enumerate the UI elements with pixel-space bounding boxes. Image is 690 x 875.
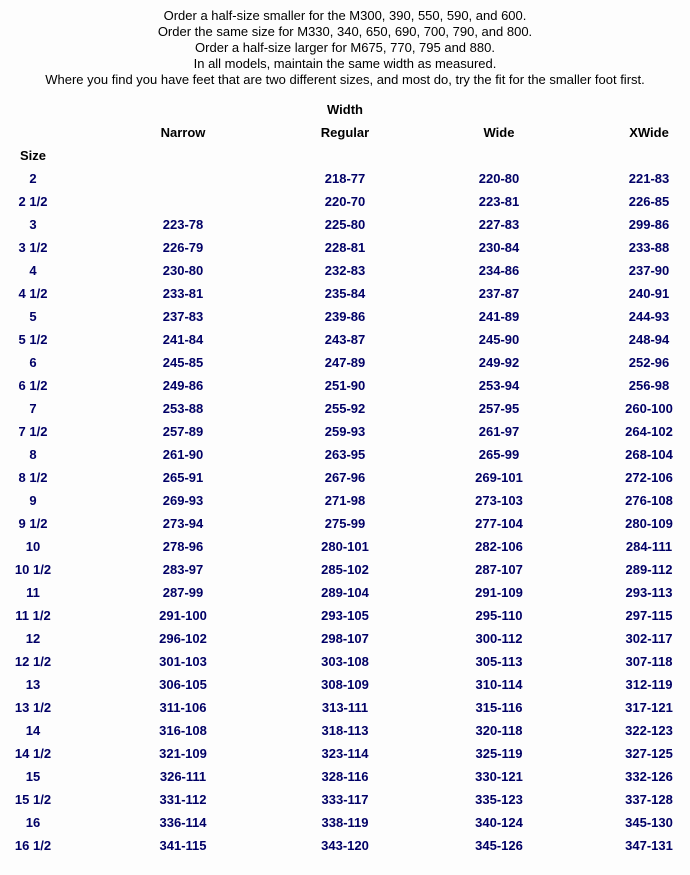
table-row [0, 604, 690, 627]
size-cell: 7 1/2 [18, 424, 48, 439]
size-cell: 15 1/2 [14, 792, 52, 807]
regular-value-cell: 239-86 [324, 309, 366, 324]
regular-value-cell: 298-107 [321, 631, 369, 646]
narrow-value-cell: 291-100 [159, 608, 207, 623]
size-cell: 11 [26, 585, 40, 600]
narrow-value-cell: 278-96 [162, 539, 204, 554]
narrow-value-cell: 301-103 [159, 654, 207, 669]
size-cell: 12 [25, 631, 41, 646]
wide-value-cell: 287-107 [475, 562, 523, 577]
narrow-value-cell [66, 190, 300, 213]
regular-value-cell: 338-119 [321, 815, 369, 830]
column-header-regular: Regular [320, 125, 370, 140]
xwide-value-cell: 256-98 [628, 378, 670, 393]
xwide-value-cell: 268-104 [625, 447, 673, 462]
narrow-value-cell: 237-83 [162, 309, 204, 324]
wide-value-cell: 237-87 [478, 286, 520, 301]
size-cell: 14 1/2 [14, 746, 52, 761]
wide-value-cell: 241-89 [478, 309, 520, 324]
size-cell: 8 [29, 447, 37, 462]
wide-value-cell: 291-109 [475, 585, 523, 600]
xwide-value-cell: 221-83 [628, 171, 670, 186]
regular-value-cell: 323-114 [321, 746, 369, 761]
instruction-line: Order a half-size smaller for the M300, 390, 550, 590, and 600. [163, 8, 527, 23]
instruction-line: Order a half-size larger for M675, 770, 795 and 880. [195, 40, 495, 55]
regular-value-cell: 271-98 [324, 493, 366, 508]
narrow-value-cell: 241-84 [162, 332, 204, 347]
table-row [0, 259, 690, 282]
size-cell: 4 1/2 [18, 286, 48, 301]
wide-value-cell: 340-124 [475, 815, 523, 830]
wide-value-cell: 249-92 [478, 355, 520, 370]
table-row [0, 420, 690, 443]
regular-value-cell: 275-99 [324, 516, 366, 531]
wide-value-cell: 295-110 [475, 608, 523, 623]
regular-value-cell: 255-92 [324, 401, 366, 416]
size-cell: 6 [29, 355, 37, 370]
size-cell: 6 1/2 [18, 378, 48, 393]
instruction-line: In all models, maintain the same width as measured. [193, 56, 497, 71]
narrow-value-cell: 230-80 [162, 263, 204, 278]
wide-value-cell: 330-121 [475, 769, 523, 784]
table-row [0, 558, 690, 581]
size-cell: 10 [25, 539, 41, 554]
narrow-value-cell: 283-97 [162, 562, 204, 577]
regular-value-cell: 251-90 [324, 378, 366, 393]
narrow-value-cell: 306-105 [159, 677, 207, 692]
table-row [0, 466, 690, 489]
instruction-line: Where you find you have feet that are two different sizes, and most do, try the fit for the smaller foot first. [45, 72, 645, 87]
size-cell: 2 1/2 [18, 194, 48, 209]
wide-value-cell: 261-97 [478, 424, 520, 439]
wide-value-cell: 315-116 [475, 700, 523, 715]
xwide-value-cell: 284-111 [625, 539, 673, 554]
narrow-value-cell: 233-81 [162, 286, 204, 301]
narrow-value-cell: 296-102 [159, 631, 207, 646]
table-row [0, 627, 690, 650]
xwide-value-cell: 327-125 [625, 746, 673, 761]
table-row [0, 834, 690, 857]
size-cell: 13 1/2 [14, 700, 52, 715]
narrow-value-cell: 321-109 [159, 746, 207, 761]
table-row [0, 512, 690, 535]
table-row [0, 305, 690, 328]
xwide-value-cell: 312-119 [625, 677, 673, 692]
regular-value-cell: 313-111 [321, 700, 369, 715]
narrow-value-cell [66, 167, 300, 190]
regular-value-cell: 343-120 [321, 838, 369, 853]
xwide-value-cell: 248-94 [628, 332, 670, 347]
narrow-value-cell: 287-99 [162, 585, 204, 600]
xwide-value-cell: 260-100 [625, 401, 673, 416]
regular-value-cell: 280-101 [321, 539, 369, 554]
xwide-value-cell: 244-93 [628, 309, 670, 324]
wide-value-cell: 335-123 [475, 792, 523, 807]
size-cell: 10 1/2 [14, 562, 52, 577]
regular-value-cell: 225-80 [324, 217, 366, 232]
size-table-body [0, 167, 690, 857]
size-cell: 12 1/2 [14, 654, 52, 669]
xwide-value-cell: 332-126 [625, 769, 673, 784]
regular-value-cell: 243-87 [324, 332, 366, 347]
regular-value-cell: 293-105 [321, 608, 369, 623]
size-cell: 9 [29, 493, 37, 508]
wide-value-cell: 320-118 [475, 723, 523, 738]
xwide-value-cell: 307-118 [625, 654, 673, 669]
xwide-value-cell: 233-88 [628, 240, 670, 255]
column-header-wide: Wide [483, 125, 515, 140]
regular-value-cell: 235-84 [324, 286, 366, 301]
wide-value-cell: 269-101 [475, 470, 523, 485]
size-cell: 15 [25, 769, 41, 784]
wide-value-cell: 257-95 [478, 401, 520, 416]
narrow-value-cell: 253-88 [162, 401, 204, 416]
table-row [0, 719, 690, 742]
narrow-value-cell: 265-91 [162, 470, 204, 485]
narrow-value-cell: 316-108 [159, 723, 207, 738]
xwide-value-cell: 240-91 [628, 286, 670, 301]
size-cell: 5 1/2 [18, 332, 48, 347]
regular-value-cell: 263-95 [324, 447, 366, 462]
wide-value-cell: 345-126 [475, 838, 523, 853]
regular-value-cell: 308-109 [321, 677, 369, 692]
xwide-value-cell: 276-108 [625, 493, 673, 508]
wide-value-cell: 282-106 [475, 539, 523, 554]
regular-value-cell: 318-113 [321, 723, 369, 738]
size-cell: 13 [25, 677, 41, 692]
wide-value-cell: 227-83 [478, 217, 520, 232]
size-cell: 8 1/2 [18, 470, 48, 485]
shoe-size-chart [0, 98, 690, 857]
table-row [0, 489, 690, 512]
wide-value-cell: 230-84 [478, 240, 520, 255]
xwide-value-cell: 345-130 [625, 815, 673, 830]
table-row [0, 696, 690, 719]
wide-value-cell: 277-104 [475, 516, 523, 531]
narrow-value-cell: 249-86 [162, 378, 204, 393]
table-row [0, 351, 690, 374]
narrow-value-cell: 223-78 [162, 217, 204, 232]
table-row [0, 328, 690, 351]
table-row [0, 190, 690, 213]
table-row [0, 282, 690, 305]
regular-value-cell: 285-102 [321, 562, 369, 577]
narrow-value-cell: 261-90 [162, 447, 204, 462]
regular-value-cell: 267-96 [324, 470, 366, 485]
xwide-value-cell: 237-90 [628, 263, 670, 278]
xwide-value-cell: 297-115 [625, 608, 673, 623]
instruction-line: Order the same size for M330, 340, 650, 690, 700, 790, and 800. [157, 24, 533, 39]
xwide-value-cell: 337-128 [625, 792, 673, 807]
narrow-value-cell: 331-112 [159, 792, 207, 807]
wide-value-cell: 234-86 [478, 263, 520, 278]
regular-value-cell: 289-104 [321, 585, 369, 600]
regular-value-cell: 328-116 [321, 769, 369, 784]
xwide-value-cell: 289-112 [625, 562, 673, 577]
column-header-xwide: XWide [629, 125, 669, 140]
regular-value-cell: 218-77 [324, 171, 366, 186]
table-row [0, 742, 690, 765]
narrow-value-cell: 311-106 [159, 700, 207, 715]
table-row [0, 374, 690, 397]
table-row [0, 167, 690, 190]
wide-value-cell: 273-103 [475, 493, 523, 508]
size-cell: 2 [29, 171, 37, 186]
size-cell: 16 [25, 815, 41, 830]
table-row [0, 811, 690, 834]
width-group-header: Width [327, 102, 363, 117]
size-cell: 4 [29, 263, 37, 278]
table-row [0, 397, 690, 420]
regular-value-cell: 220-70 [324, 194, 366, 209]
wide-value-cell: 245-90 [478, 332, 520, 347]
wide-value-cell: 300-112 [475, 631, 523, 646]
wide-value-cell: 305-113 [475, 654, 523, 669]
xwide-value-cell: 252-96 [628, 355, 670, 370]
wide-value-cell: 310-114 [475, 677, 523, 692]
xwide-value-cell: 322-123 [625, 723, 673, 738]
regular-value-cell: 259-93 [324, 424, 366, 439]
table-row [0, 236, 690, 259]
size-cell: 14 [25, 723, 41, 738]
column-header-narrow: Narrow [160, 125, 206, 140]
wide-value-cell: 220-80 [478, 171, 520, 186]
wide-value-cell: 253-94 [478, 378, 520, 393]
table-row [0, 788, 690, 811]
wide-value-cell: 265-99 [478, 447, 520, 462]
size-cell: 5 [29, 309, 37, 324]
column-header-row [0, 121, 690, 144]
table-row [0, 213, 690, 236]
table-row [0, 535, 690, 558]
width-group-header-row [0, 98, 690, 121]
size-cell: 3 1/2 [18, 240, 48, 255]
size-cell: 16 1/2 [14, 838, 52, 853]
table-row [0, 673, 690, 696]
size-cell: 3 [29, 217, 37, 232]
xwide-value-cell: 293-113 [625, 585, 673, 600]
regular-value-cell: 333-117 [321, 792, 369, 807]
xwide-value-cell: 347-131 [625, 838, 673, 853]
ordering-instructions [0, 0, 690, 88]
wide-value-cell: 325-119 [475, 746, 523, 761]
size-header-row [0, 144, 690, 167]
wide-value-cell: 223-81 [478, 194, 520, 209]
table-row [0, 650, 690, 673]
narrow-value-cell: 273-94 [162, 516, 204, 531]
size-cell: 11 1/2 [15, 608, 51, 623]
narrow-value-cell: 245-85 [162, 355, 204, 370]
narrow-value-cell: 326-111 [159, 769, 207, 784]
narrow-value-cell: 226-79 [162, 240, 204, 255]
xwide-value-cell: 272-106 [625, 470, 673, 485]
narrow-value-cell: 336-114 [159, 815, 207, 830]
size-cell: 7 [29, 401, 37, 416]
xwide-value-cell: 264-102 [625, 424, 673, 439]
regular-value-cell: 232-83 [324, 263, 366, 278]
xwide-value-cell: 317-121 [625, 700, 673, 715]
table-row [0, 581, 690, 604]
xwide-value-cell: 299-86 [628, 217, 670, 232]
xwide-value-cell: 280-109 [625, 516, 673, 531]
table-row [0, 443, 690, 466]
xwide-value-cell: 302-117 [625, 631, 673, 646]
narrow-value-cell: 341-115 [159, 838, 207, 853]
size-cell: 9 1/2 [18, 516, 48, 531]
xwide-value-cell: 226-85 [628, 194, 670, 209]
regular-value-cell: 247-89 [324, 355, 366, 370]
size-header: Size [19, 148, 46, 163]
narrow-value-cell: 269-93 [162, 493, 204, 508]
narrow-value-cell: 257-89 [162, 424, 204, 439]
regular-value-cell: 303-108 [321, 654, 369, 669]
table-row [0, 765, 690, 788]
regular-value-cell: 228-81 [324, 240, 366, 255]
